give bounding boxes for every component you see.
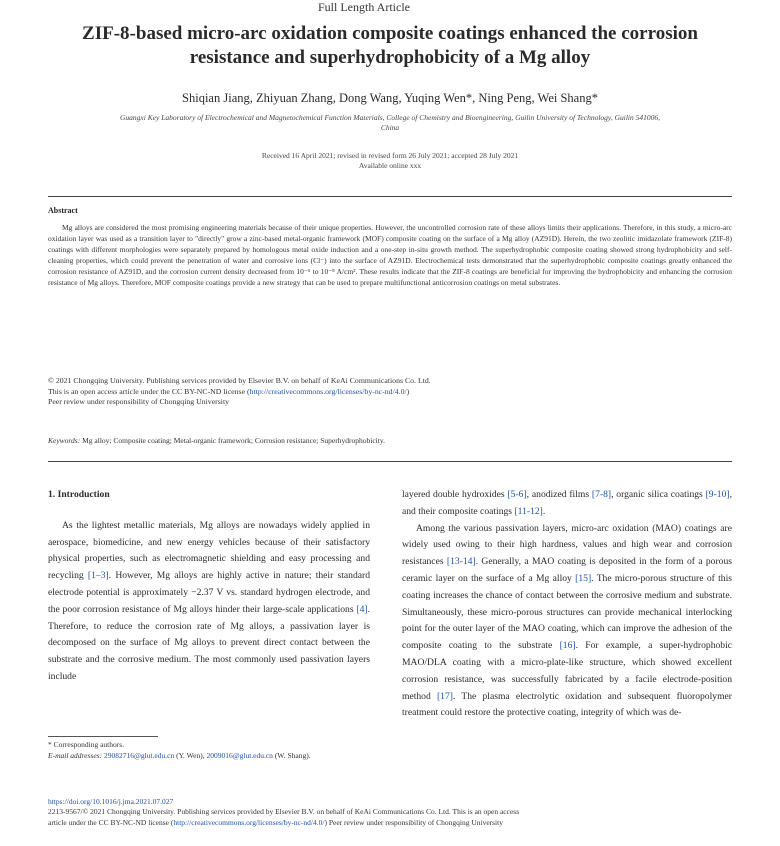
citation-link[interactable]: [16] — [559, 640, 576, 652]
keywords-label: Keywords: — [48, 436, 81, 445]
author-affiliation: Guangxi Key Laboratory of Electrochemical and Magnetochemical Function Materials, College of Chemistry and Bioengineering, Guilin University of Technology, Guilin 541006, China — [120, 113, 660, 132]
email-name-1: (Y. Wen), — [174, 750, 207, 760]
author-list: Shiqian Jiang, Zhiyuan Zhang, Dong Wang, Yuqing Wen*, Ning Peng, Wei Shang* — [182, 91, 598, 105]
section-heading-introduction: 1. Introduction — [48, 489, 110, 500]
citation-link[interactable]: [17] — [436, 690, 453, 702]
citation-link[interactable]: [7-8] — [591, 489, 612, 500]
intro-paragraph-1-continued — [402, 487, 732, 521]
issn-license-suffix: ) Peer review under responsibility of Chongqing University — [324, 817, 503, 827]
abstract-text: Mg alloys are considered the most promising engineering materials because of their unique properties. However, the uncontrolled corrosion rate of these alloys limits their applications. Therefore, in this study, a micro-arc oxidation layer was used as a transition layer to "directly" grow a zinc-based metal-organic framework (MOF) composite coating on the surface of a Mg alloy (AZ91D). Herein, the two zeolitic imidazolate framework (ZIF-8) coatings with different morphologies were separately prepared by homologous metal oxide induction and a one-step in-situ growth method. The superhydrophobic composite coating showed strong hydrophobicity and self-cleaning properties, which could prevent the penetration of water and corrosive ions (Cl⁻) into the surface of AZ91D. Electrochemical tests demonstrated that the superhydrophobic composite coatings greatly enhanced the corrosion resistance of AZ91D, and the corrosion current density decreased from 10⁻⁵ to 10⁻⁸ A/cm². These results indicate that the ZIF-8 coatings are beneficial for improving the hydrophobicity and enhancing the corrosion resistance of Mg alloys. Therefore, MOF composite coatings provide a new strategy that can be used to prepare multifunctional anticorrosion coatings on metal substrates. — [48, 223, 732, 287]
license-link[interactable]: http://creativecommons.org/licenses/by-nc-nd/4.0/ — [249, 386, 407, 396]
paragraph-text: . — [542, 505, 546, 517]
received-dates — [120, 151, 660, 171]
paragraph-text: , anodized films — [526, 489, 592, 500]
paragraph-text: . The micro-porous structure of this coating increases the chance of contact between the corrosive medium and substrate. Simultaneously, these micro-porous structures can provide mechanical interlocking point for the outer layer of the MAO coating, which can improve the adhesion of the composite coating to the substrate — [402, 572, 732, 652]
footnote — [48, 740, 370, 761]
keywords — [48, 436, 732, 445]
email-link-2[interactable]: 2009016@glut.edu.cn — [206, 750, 273, 760]
article-title: ZIF-8-based micro-arc oxidation composite coatings enhanced the corrosion resistance and superhydrophobicity of a Mg alloy — [82, 23, 698, 68]
keywords-text: Mg alloy; Composite coating; Metal-organic framework; Corrosion resistance; Superhydrophobicity. — [82, 436, 385, 445]
top-divider — [48, 196, 732, 197]
copyright-block — [48, 376, 732, 408]
paragraph-text: As the lightest metallic materials, Mg alloys are nowadays widely applied in aerospace, biomedicine, and new energy vehicles because of their satisfactory physical properties, such as electromagnetic shielding and easy processing and recycling — [48, 519, 370, 582]
paragraph-text: , organic silica coatings — [611, 489, 706, 500]
doi-link[interactable]: https://doi.org/10.1016/j.jma.2021.07.027 — [48, 797, 174, 806]
paragraph-text: . The plasma electrolytic oxidation and subsequent fluoropolymer treatment could restore the protective coating, integrity of which was de- — [402, 690, 732, 719]
paragraph-text: , and their composite coatings — [402, 489, 732, 517]
license-suffix: ) — [406, 386, 410, 396]
available-online-line: Available online xxx — [358, 161, 422, 170]
received-dates-line: Received 16 April 2021; revised in revised form 26 July 2021; accepted 28 July 2021 — [261, 151, 519, 160]
license-line — [48, 387, 732, 398]
corresponding-authors-note: * Corresponding authors. — [48, 740, 125, 749]
citation-link[interactable]: [13-14] — [446, 556, 476, 568]
left-column — [48, 487, 370, 686]
paragraph-text: . However, Mg alloys are highly active in nature; their standard electrode potential is approximately −2.37 V vs. standard hydrogen electrode, and the poor corrosion resistance of Mg alloys hinder their large-scale applications — [48, 570, 370, 615]
issn-footer — [48, 807, 732, 828]
abstract-heading: Abstract — [48, 206, 78, 215]
license-prefix: This is an open access article under the CC BY-NC-ND license ( — [48, 386, 250, 396]
issn-license-link[interactable]: http://creativecommons.org/licenses/by-nc-nd/4.0/ — [173, 817, 325, 827]
footnote-divider — [48, 736, 158, 737]
issn-line-1: 2213-9567/© 2021 Chongqing University. Publishing services provided by Elsevier B.V. on behalf of KeAi Communications Co. Ltd. This is an open access — [48, 807, 520, 816]
keywords-divider — [48, 461, 732, 462]
paragraph-text: layered double hydroxides — [402, 489, 508, 500]
issn-license-prefix: article under the CC BY-NC-ND license ( — [48, 817, 174, 827]
intro-paragraph-2 — [402, 521, 732, 723]
email-line — [48, 751, 370, 762]
right-column — [402, 487, 732, 722]
paragraph-text: . Therefore, to reduce the corrosion rate of Mg alloys, a passivation layer is decomposed on the surface of Mg alloys to prevent direct contact between the substrate and the corrosive medium. The most commonly used passivation layers include — [48, 603, 370, 682]
citation-link[interactable]: [15] — [575, 572, 592, 584]
article-type-label: Full Length Article — [318, 0, 410, 14]
issn-line-2 — [48, 818, 732, 829]
copyright-line: © 2021 Chongqing University. Publishing services provided by Elsevier B.V. on behalf of KeAi Communications Co. Ltd. — [48, 376, 431, 385]
citation-link[interactable]: [1–3] — [87, 570, 109, 582]
peer-review-line: Peer review under responsibility of Chongqing University — [48, 397, 230, 406]
citation-link[interactable]: [5-6] — [507, 489, 527, 500]
email-link-1[interactable]: 29082716@glut.edu.cn — [103, 750, 175, 760]
paragraph-text: . Generally, a MAO coating is deposited in the form of a porous ceramic layer on the surface of a Mg alloy — [402, 556, 732, 584]
citation-link[interactable]: [4] — [356, 603, 368, 615]
paragraph-text: Among the various passivation layers, micro-arc oxidation (MAO) coatings are widely used owing to their high hardness, values and high wear and corrosion resistances — [402, 522, 732, 568]
paragraph-text: . For example, a super-hydrophobic MAO/DLA coating with a micro-plate-like structure, which showed excellent corrosion resistance, was successfully fabricated by a facile electrode-position method — [402, 640, 733, 702]
email-label: E-mail addresses: — [48, 750, 104, 760]
citation-link[interactable]: [9-10] — [705, 489, 730, 500]
email-name-2: (W. Shang). — [272, 750, 311, 760]
intro-paragraph-1 — [48, 518, 370, 686]
citation-link[interactable]: [11-12] — [514, 505, 543, 517]
